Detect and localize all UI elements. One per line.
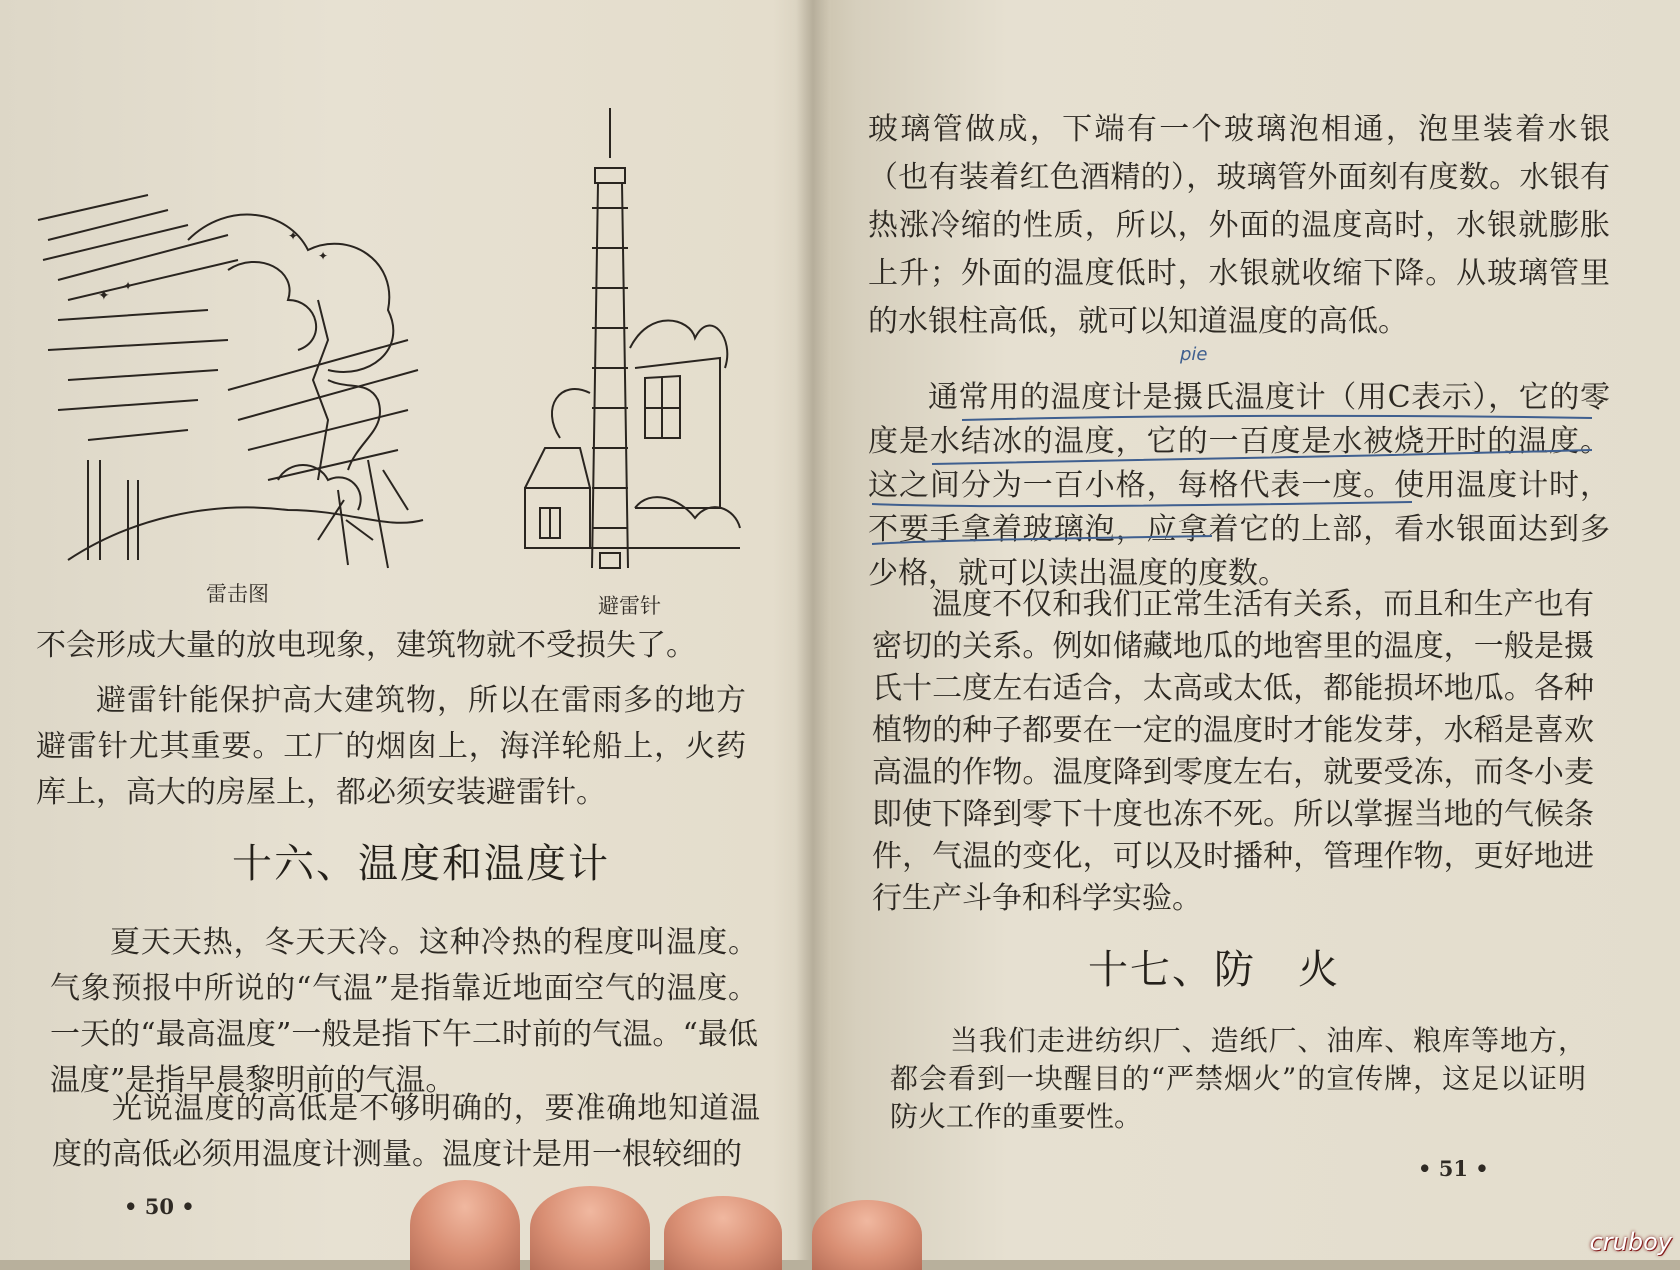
watermark: cruboy (1589, 1228, 1672, 1256)
svg-text:✦: ✦ (288, 229, 299, 243)
left-para-3: 夏天天热，冬天天冷。这种冷热的程度叫温度。气象预报中所说的“气温”是指靠近地面空气的温度。一天的“最高温度”一般是指下午二时前的气温。“最低温度”是指早晨黎明前的气温。 (50, 925, 758, 1098)
right-para-2: 通常用的温度计是摄氏温度计（用C表示），它的零度是水结冰的温度，它的一百度是水被烧开时的温度。这之间分为一百小格，每格代表一度。使用温度计时，不要手拿着玻璃泡，应拿着它的上部，看水银面达到多少格，就可以读出温度的度数。 (868, 380, 1610, 591)
right-para-4: 当我们走进纺织厂、造纸厂、油库、粮库等地方，都会看到一块醒目的“严禁烟火”的宣传牌，这足以证明防火工作的重要性。 (890, 1024, 1586, 1133)
lightning-caption: 雷击图 (206, 582, 269, 606)
page-number-50: • 50 • (124, 1194, 195, 1219)
left-para-2: 避雷针能保护高大建筑物，所以在雷雨多的地方避雷针尤其重要。工厂的烟囱上，海洋轮船上，火药库上，高大的房屋上，都必须安装避雷针。 (36, 683, 746, 810)
finger (410, 1180, 520, 1270)
handwritten-note: pie (1180, 344, 1208, 365)
left-para-1: 不会形成大量的放电现象，建筑物就不受损失了。 (36, 628, 696, 663)
svg-text:✦: ✦ (123, 279, 134, 293)
finger (530, 1186, 650, 1270)
section-title-17: 十七、防 火 (1088, 947, 1340, 993)
lightning-rod-caption: 避雷针 (598, 594, 661, 618)
lightning-rod-illustration (520, 108, 745, 578)
right-para-3: 温度不仅和我们正常生活有关系，而且和生产也有密切的关系。例如储藏地瓜的地窖里的温度，一般是摄氏十二度左右适合，太高或太低，都能损坏地瓜。各种植物的种子都要在一定的温度时才能发芽，水稻是喜欢高温的作物。温度降到零度左右，就要受冻，而冬小麦即使下降到零下十度也冻不死。所以掌握当地的气候条件，气温的变化，可以及时播种，管理作物，更好地进行生产斗争和科学实验。 (872, 587, 1594, 916)
left-para-4: 光说温度的高低是不够明确的，要准确地知道温度的高低必须用温度计测量。温度计是用一根较细的 (52, 1091, 760, 1172)
left-page (0, 0, 812, 1260)
lightning-illustration (28, 180, 428, 570)
right-page (812, 0, 1680, 1260)
svg-text:✦: ✦ (98, 288, 110, 304)
page-number-51: • 51 • (1418, 1156, 1489, 1181)
finger (664, 1196, 782, 1270)
right-para-1: 玻璃管做成，下端有一个玻璃泡相通，泡里装着水银（也有装着红色酒精的），玻璃管外面刻有度数。水银有热涨冷缩的性质，所以，外面的温度高时，水银就膨胀上升；外面的温度低时，水银就收缩下降。从玻璃管里的水银柱高低，就可以知道温度的高低。 (868, 112, 1610, 339)
pen-underline-annotation (872, 410, 1612, 550)
section-title-16: 十六、温度和温度计 (232, 841, 610, 887)
svg-text:✦: ✦ (318, 249, 329, 263)
